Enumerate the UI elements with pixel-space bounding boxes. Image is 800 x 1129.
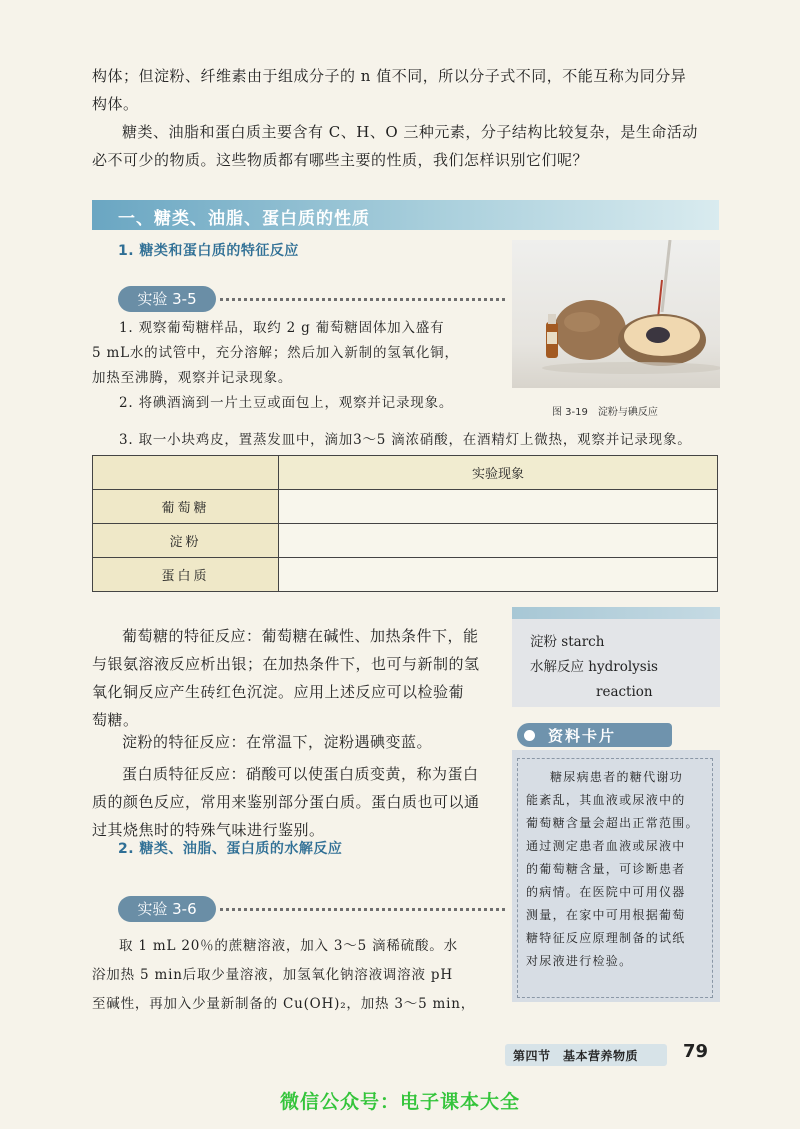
step-2: 2. 将碘酒滴到一片土豆或面包上，观察并记录现象。 (119, 395, 454, 411)
step-1-line-3: 加热至沸腾，观察并记录现象。 (92, 370, 293, 386)
intro-line-1: 构体；但淀粉、纤维素由于组成分子的 n 值不同，所以分子式不同，不能互称为同分异 (92, 67, 687, 85)
glucose-reaction-paragraph (92, 622, 502, 734)
dotted-rule (220, 298, 505, 301)
info-line: 糖特征反应原理制备的试纸 (526, 931, 686, 945)
subsection-title-1: 1. 糖类和蛋白质的特征反应 (118, 243, 299, 259)
experiment-3-5-steps (92, 316, 512, 416)
row-label-starch: 淀粉 (93, 524, 279, 558)
glucose-line-4: 萄糖。 (92, 711, 139, 729)
bullet-icon (524, 730, 535, 741)
row-label-glucose: 葡萄糖 (93, 490, 279, 524)
potato-iodine-illustration (512, 240, 720, 388)
protein-line-3: 过其烧焦时的特殊气味进行鉴别。 (92, 821, 325, 839)
vocabulary-box-top-strip (512, 607, 720, 619)
exp2-line-2: 浴加热 5 min后取少量溶液，加氢氧化钠溶液调溶液 pH (92, 967, 453, 983)
exp2-line-1: 取 1 mL 20％的蔗糖溶液，加入 3～5 滴稀硫酸。水 (119, 938, 458, 954)
starch-line: 淀粉的特征反应：在常温下，淀粉遇碘变蓝。 (122, 733, 433, 751)
overview-line-2: 必不可少的物质。这些物质都有哪些主要的性质，我们怎样识别它们呢？ (92, 151, 589, 169)
table-corner-cell (93, 456, 279, 490)
step-3: 3. 取一小块鸡皮，置蒸发皿中，滴加3～5 滴浓硝酸，在酒精灯上微热，观察并记录现象。 (119, 432, 692, 448)
step-1-line-1: 1. 观察葡萄糖样品，取约 2 g 葡萄糖固体加入盛有 (119, 320, 445, 336)
info-card-text (526, 766, 708, 973)
experiment-3-6-badge: 实验 3-6 (118, 896, 216, 922)
info-line: 的葡萄糖含量，可诊断患者 (526, 862, 686, 876)
footer-section-label: 第四节 基本营养物质 (513, 1049, 639, 1063)
watermark-text: 微信公众号：电子课本大全 (279, 1091, 520, 1113)
info-line: 测量，在家中可用根据葡萄 (526, 908, 686, 922)
exp2-line-3: 至碱性，再加入少量新制备的 Cu(OH)₂，加热 3～5 min， (92, 996, 476, 1012)
step-1-line-2: 5 mL水的试管中，充分溶解；然后加入新制的氢氧化铜， (92, 345, 459, 361)
vocabulary-list (530, 630, 658, 705)
overview-paragraph (92, 118, 732, 174)
overview-line-1: 糖类、油脂和蛋白质主要含有 C、H、O 三种元素，分子结构比较复杂，是生命活动 (122, 123, 698, 141)
experiment-3-5-step-3 (92, 428, 732, 453)
info-line: 对尿液进行检验。 (526, 954, 633, 968)
experiment-3-5-badge: 实验 3-5 (118, 286, 216, 312)
table-header-phenomenon: 实验现象 (279, 456, 718, 490)
info-line: 葡萄糖含量会超出正常范围。 (526, 816, 699, 830)
protein-line-2: 质的颜色反应，常用来鉴别部分蛋白质。蛋白质也可以通 (92, 793, 480, 811)
table-header-row (93, 456, 718, 490)
intro-line-2: 构体。 (92, 95, 139, 113)
info-line: 通过测定患者血液或尿液中 (526, 839, 686, 853)
starch-iodine-photo (512, 240, 720, 388)
table-row (93, 558, 718, 592)
table-row (93, 490, 718, 524)
section-title: 一、糖类、油脂、蛋白质的性质 (118, 209, 370, 229)
page-number: 79 (683, 1041, 709, 1062)
intro-paragraph (92, 62, 732, 118)
info-line: 的病情。在医院中可用仪器 (526, 885, 686, 899)
protein-reaction-paragraph (92, 760, 502, 844)
table-cell-empty (279, 490, 718, 524)
table-cell-empty (279, 524, 718, 558)
vocab-hydrolysis: 水解反应 hydrolysis (530, 659, 658, 675)
glucose-line-2: 与银氨溶液反应析出银；在加热条件下，也可与新制的氢 (92, 655, 480, 673)
info-card-title: 资料卡片 (548, 727, 617, 745)
figure-caption: 图 3-19 淀粉与碘反应 (552, 407, 658, 418)
glucose-line-1: 葡萄糖的特征反应：葡萄糖在碱性、加热条件下，能 (122, 627, 479, 645)
subsection-title-2: 2. 糖类、油脂、蛋白质的水解反应 (118, 841, 343, 857)
vocab-reaction: reaction (596, 684, 653, 700)
info-line: 能紊乱，其血液或尿液中的 (526, 793, 686, 807)
dotted-rule (220, 908, 505, 911)
observation-table (92, 455, 718, 592)
experiment-3-6-text (92, 932, 512, 1019)
row-label-protein: 蛋白质 (93, 558, 279, 592)
table-cell-empty (279, 558, 718, 592)
starch-reaction-paragraph (92, 728, 502, 756)
info-line: 糖尿病患者的糖代谢功 (550, 770, 684, 784)
vocab-starch: 淀粉 starch (530, 634, 605, 650)
glucose-line-3: 氧化铜反应产生砖红色沉淀。应用上述反应可以检验葡 (92, 683, 465, 701)
table-row (93, 524, 718, 558)
protein-line-1: 蛋白质特征反应：硝酸可以使蛋白质变黄，称为蛋白 (122, 765, 479, 783)
